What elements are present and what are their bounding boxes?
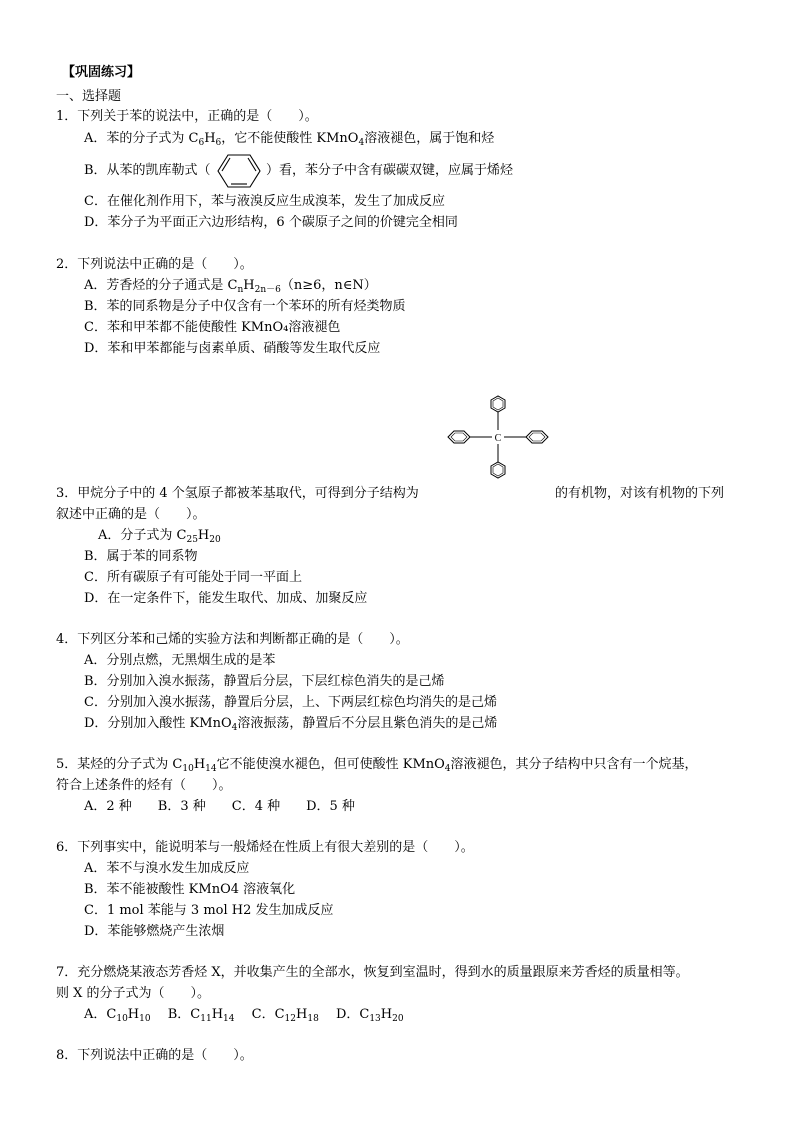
q7-option-a: A．$C_{10}H_{10}$ [84, 1007, 151, 1024]
q4-option-a: A．分别点燃，无黑烟生成的是苯 [84, 653, 276, 668]
q4-stem: 4．下列区分苯和己烯的实验方法和判断都正确的是（ ）。 [56, 632, 409, 647]
q3-option-a: A．分子式为 $C_{25}H_{20}$ [98, 528, 221, 545]
q2-option-c: C．苯和甲苯都不能使酸性 KMnO₄溶液褪色 [84, 320, 341, 335]
q6-option-c: C．1 mol 苯能与 3 mol H2 发生加成反应 [84, 903, 334, 918]
q1-option-a: A．苯的分子式为 $C_6H_6$，它不能使酸性 KMnO$_4$溶液褪色，属于饱和烃 [84, 131, 495, 148]
q1-option-b-pre: B．从苯的凯库勒式（ [84, 163, 211, 178]
q4-option-d: D．分别加入酸性 KMnO$_4$溶液振荡，静置后不分层且紫色消失的是己烯 [84, 716, 498, 733]
q6-stem: 6．下列事实中，能说明苯与一般烯烃在性质上有很大差别的是（ ）。 [56, 840, 474, 855]
q6-option-d: D．苯能够燃烧产生浓烟 [84, 924, 225, 939]
q6-option-a: A．苯不与溴水发生加成反应 [84, 861, 250, 876]
q1-option-b-post: ）看，苯分子中含有碳碳双键，应属于烯烃 [266, 163, 514, 178]
tetraphenylmethane-structure [440, 378, 558, 498]
q4-option-c: C．分别加入溴水振荡，静置后分层，上、下两层红棕色均消失的是己烯 [84, 695, 497, 710]
kekule-benzene-structure [214, 153, 264, 189]
section-title: 【巩固练习】 [62, 65, 141, 80]
q6-option-b: B．苯不能被酸性 KMnO4 溶液氧化 [84, 882, 296, 897]
q2-option-b: B．苯的同系物是分子中仅含有一个苯环的所有烃类物质 [84, 299, 406, 314]
q3-option-c: C．所有碳原子有可能处于同一平面上 [84, 570, 302, 585]
q7-options [84, 1006, 404, 1024]
q1-option-d: D．苯分子为平面正六边形结构，6 个碳原子之间的价键完全相同 [84, 215, 458, 230]
q3-stem-post: 的有机物，对该有机物的下列 [555, 486, 725, 501]
q7-stem-line2: 则 X 的分子式为（ ）。 [56, 986, 211, 1001]
q1-stem: 1．下列关于苯的说法中，正确的是（ ）。 [56, 109, 318, 124]
q2-stem: 2．下列说法中正确的是（ ）。 [56, 257, 253, 272]
q7-option-b: B．$C_{11}H_{14}$ [167, 1007, 235, 1024]
q5-stem-line2: 符合上述条件的烃有（ ）。 [56, 778, 232, 793]
q1-option-c: C．在催化剂作用下，苯与液溴反应生成溴苯，发生了加成反应 [84, 194, 445, 209]
q3-option-b: B．属于苯的同系物 [84, 549, 198, 564]
q5-options: A．2 种 B．3 种 C．4 种 D．5 种 [84, 799, 355, 814]
q7-option-d: D．$C_{13}H_{20}$ [335, 1007, 404, 1024]
q3-option-d: D．在一定条件下，能发生取代、加成、加聚反应 [84, 591, 368, 606]
q2-option-d: D．苯和甲苯都能与卤素单质、硝酸等发生取代反应 [84, 341, 381, 356]
q7-stem: 7．充分燃烧某液态芳香烃 X，并收集产生的全部水，恢复到室温时，得到水的质量跟原来芳香烃的质量相等。 [56, 965, 689, 980]
part-heading: 一、选择题 [56, 89, 122, 104]
central-carbon-label: C [494, 433, 502, 444]
q3-stem-line2: 叙述中正确的是（ ）。 [56, 507, 206, 522]
q8-stem: 8．下列说法中正确的是（ ）。 [56, 1048, 253, 1063]
q5-stem: 5．某烃的分子式为 $C_{10}H_{14}$它不能使溴水褪色，但可使酸性 KMnO$_4$溶液褪色，其分子结构中只含有一个烷基， [56, 757, 698, 774]
q4-option-b: B．分别加入溴水振荡，静置后分层，下层红棕色消失的是己烯 [84, 674, 445, 689]
q3-stem-pre: 3．甲烷分子中的 4 个氢原子都被苯基取代，可得到分子结构为 [56, 486, 419, 501]
q2-option-a: A．芳香烃的分子通式是 $C_nH_{2n-6}(n\ge 6$，n∈N） [84, 278, 377, 295]
q7-option-c: C．$C_{12}H_{18}$ [251, 1007, 319, 1024]
